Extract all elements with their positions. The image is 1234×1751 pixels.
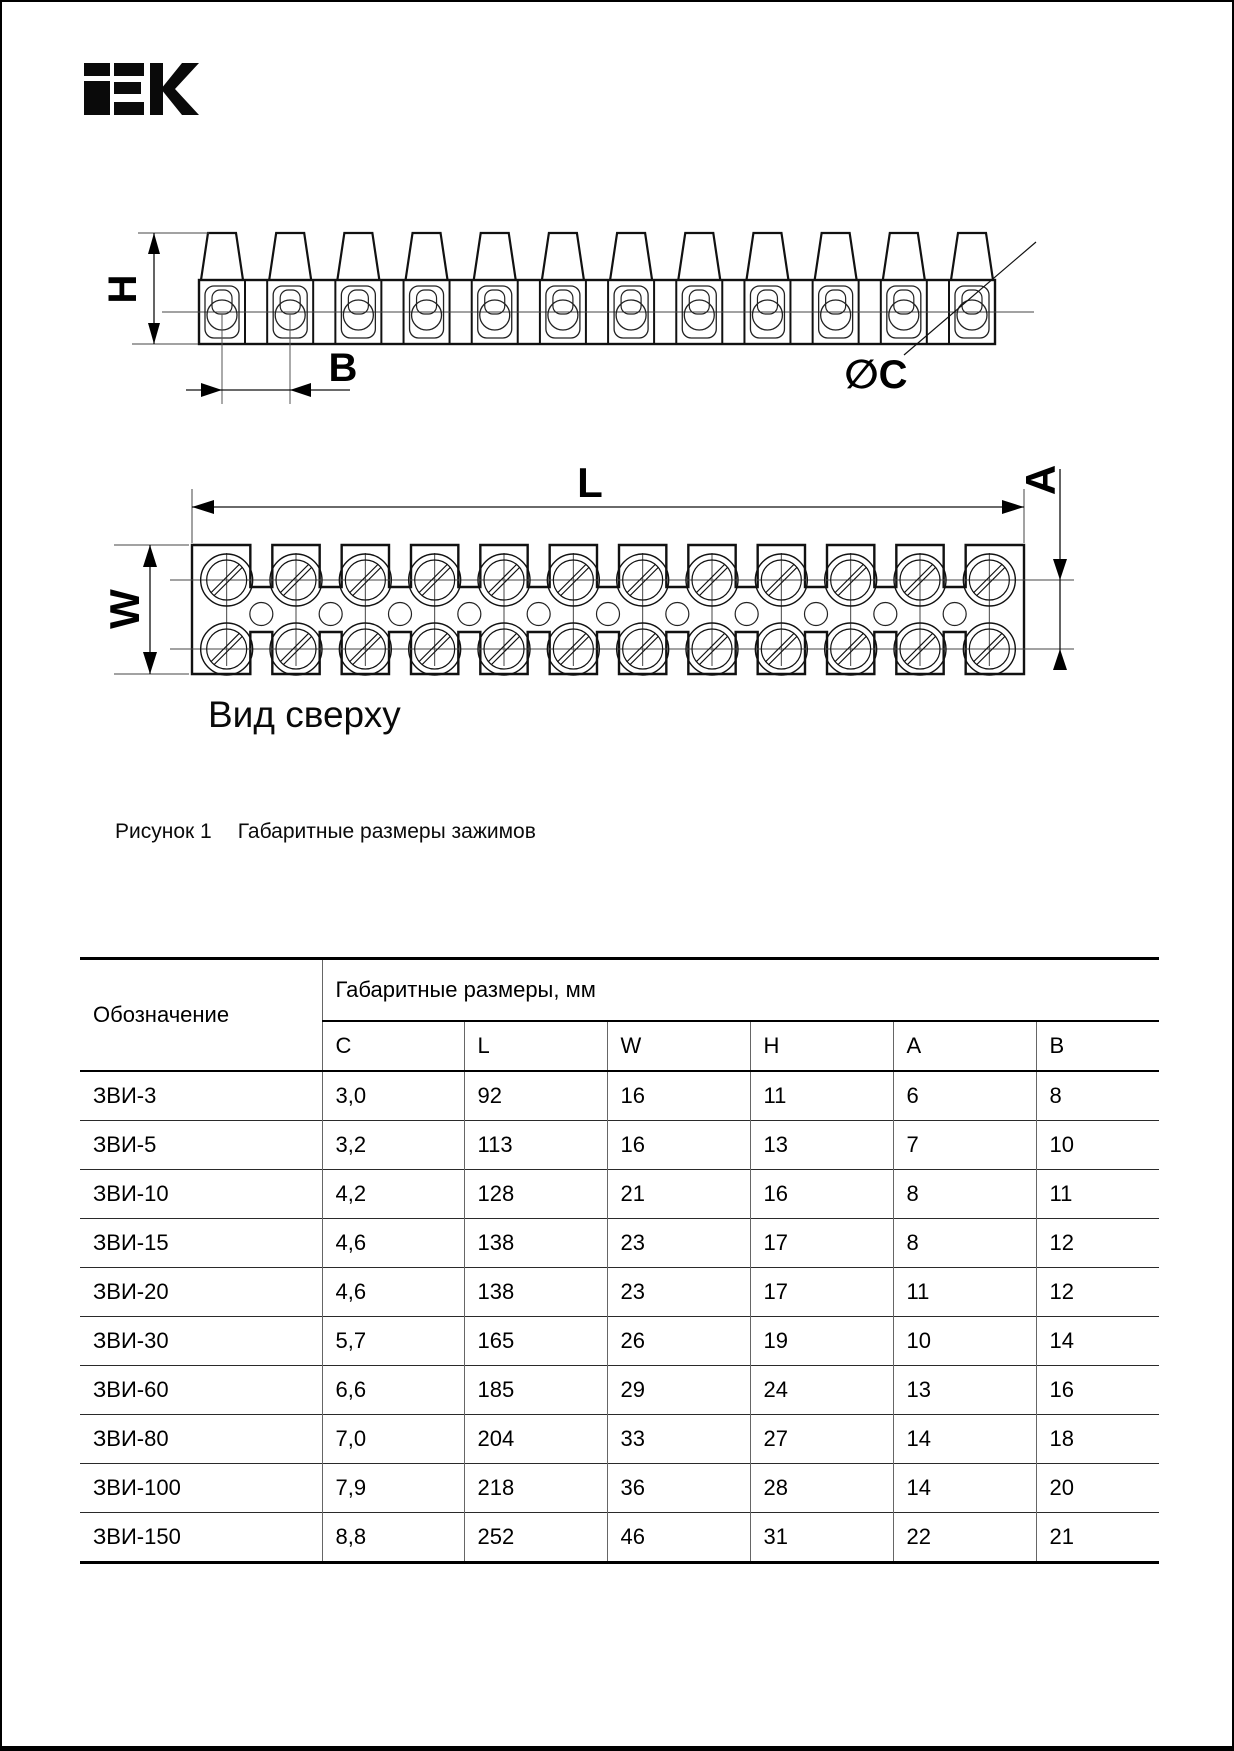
cell-value: 27 [750, 1415, 893, 1464]
cell-value: 165 [464, 1317, 607, 1366]
cell-designation: ЗВИ-20 [80, 1268, 322, 1317]
cell-value: 20 [1036, 1464, 1159, 1513]
cell-value: 92 [464, 1071, 607, 1121]
cell-value: 138 [464, 1219, 607, 1268]
cell-value: 3,0 [322, 1071, 464, 1121]
cell-value: 13 [893, 1366, 1036, 1415]
header-col-w: W [607, 1021, 750, 1071]
cell-value: 16 [607, 1121, 750, 1170]
cell-designation: ЗВИ-100 [80, 1464, 322, 1513]
terminal-cap [269, 233, 311, 280]
dimensions-table [80, 957, 1159, 1564]
header-col-b: B [1036, 1021, 1159, 1071]
cell-value: 4,2 [322, 1170, 464, 1219]
cell-designation: ЗВИ-150 [80, 1513, 322, 1563]
table-row [80, 1170, 1159, 1219]
cell-value: 22 [893, 1513, 1036, 1563]
top-view-units [170, 545, 1074, 675]
cell-value: 138 [464, 1268, 607, 1317]
cell-value: 23 [607, 1268, 750, 1317]
dim-label-c: ∅C [844, 353, 908, 397]
cell-designation: ЗВИ-30 [80, 1317, 322, 1366]
side-view [101, 233, 1036, 404]
cell-designation: ЗВИ-80 [80, 1415, 322, 1464]
cell-value: 10 [1036, 1121, 1159, 1170]
cell-value: 6 [893, 1071, 1036, 1121]
cell-value: 4,6 [322, 1219, 464, 1268]
cell-value: 5,7 [322, 1317, 464, 1366]
dim-label-h: H [101, 274, 145, 304]
cell-value: 8 [1036, 1071, 1159, 1121]
cell-value: 21 [1036, 1513, 1159, 1563]
table-row [80, 1415, 1159, 1464]
cell-value: 11 [893, 1268, 1036, 1317]
terminal-cap [815, 233, 857, 280]
table-row [80, 1268, 1159, 1317]
cell-value: 16 [1036, 1366, 1159, 1415]
header-col-a: A [893, 1021, 1036, 1071]
cell-value: 8,8 [322, 1513, 464, 1563]
cell-value: 31 [750, 1513, 893, 1563]
cell-value: 128 [464, 1170, 607, 1219]
figure-caption-number: Рисунок 1 [115, 820, 212, 843]
cell-value: 46 [607, 1513, 750, 1563]
cell-value: 29 [607, 1366, 750, 1415]
top-view-label: Вид сверху [208, 694, 401, 735]
cell-value: 26 [607, 1317, 750, 1366]
cell-value: 19 [750, 1317, 893, 1366]
cell-value: 17 [750, 1268, 893, 1317]
dim-label-a: A [1017, 464, 1064, 496]
cell-value: 13 [750, 1121, 893, 1170]
cell-designation: ЗВИ-5 [80, 1121, 322, 1170]
header-col-c: C [322, 1021, 464, 1071]
l-dimension [192, 459, 1024, 543]
cell-value: 16 [750, 1170, 893, 1219]
cell-value: 16 [607, 1071, 750, 1121]
header-col-l: L [464, 1021, 607, 1071]
cell-value: 11 [1036, 1170, 1159, 1219]
cell-value: 14 [893, 1464, 1036, 1513]
figure-drawing [2, 2, 1234, 912]
cell-value: 12 [1036, 1268, 1159, 1317]
cell-value: 33 [607, 1415, 750, 1464]
cell-value: 8 [893, 1219, 1036, 1268]
table-row [80, 1121, 1159, 1170]
cell-designation: ЗВИ-3 [80, 1071, 322, 1121]
cell-value: 4,6 [322, 1268, 464, 1317]
cell-designation: ЗВИ-10 [80, 1170, 322, 1219]
cell-value: 7,9 [322, 1464, 464, 1513]
table-row [80, 1513, 1159, 1563]
terminal-cap [746, 233, 788, 280]
terminal-cap [951, 233, 993, 280]
cell-value: 14 [893, 1415, 1036, 1464]
terminal-cap [678, 233, 720, 280]
terminal-cap [542, 233, 584, 280]
table-row [80, 1219, 1159, 1268]
cell-value: 10 [893, 1317, 1036, 1366]
top-view [101, 459, 1074, 675]
terminal-cap [474, 233, 516, 280]
header-designation: Обозначение [80, 959, 322, 1072]
table-header [80, 959, 1159, 1072]
cell-value: 6,6 [322, 1366, 464, 1415]
cell-value: 3,2 [322, 1121, 464, 1170]
cell-value: 18 [1036, 1415, 1159, 1464]
cell-designation: ЗВИ-60 [80, 1366, 322, 1415]
cell-value: 7,0 [322, 1415, 464, 1464]
cell-value: 11 [750, 1071, 893, 1121]
cell-value: 218 [464, 1464, 607, 1513]
cell-value: 7 [893, 1121, 1036, 1170]
header-col-h: H [750, 1021, 893, 1071]
cell-value: 113 [464, 1121, 607, 1170]
cell-value: 17 [750, 1219, 893, 1268]
cell-value: 21 [607, 1170, 750, 1219]
cell-designation: ЗВИ-15 [80, 1219, 322, 1268]
terminal-cap [610, 233, 652, 280]
table-row [80, 1317, 1159, 1366]
terminal-cap [883, 233, 925, 280]
figure-caption [115, 820, 536, 844]
table-body [80, 1071, 1159, 1563]
terminal-cap [406, 233, 448, 280]
cell-value: 185 [464, 1366, 607, 1415]
cell-value: 204 [464, 1415, 607, 1464]
cell-value: 8 [893, 1170, 1036, 1219]
dim-label-w: W [101, 589, 148, 629]
cell-value: 14 [1036, 1317, 1159, 1366]
h-dimension [101, 233, 209, 344]
terminal-cap [201, 233, 243, 280]
header-dimensions-group: Габаритные размеры, мм [322, 959, 1159, 1022]
cell-value: 24 [750, 1366, 893, 1415]
dim-label-l: L [577, 459, 603, 506]
table-row [80, 1464, 1159, 1513]
cell-value: 36 [607, 1464, 750, 1513]
cell-value: 23 [607, 1219, 750, 1268]
side-view-units [162, 233, 1034, 344]
terminal-cap [337, 233, 379, 280]
dim-label-b: B [328, 346, 358, 390]
cell-value: 252 [464, 1513, 607, 1563]
table-row [80, 1071, 1159, 1121]
cell-value: 12 [1036, 1219, 1159, 1268]
w-dimension [101, 545, 189, 674]
table-row [80, 1366, 1159, 1415]
figure-caption-text: Габаритные размеры зажимов [237, 820, 536, 843]
cell-value: 28 [750, 1464, 893, 1513]
